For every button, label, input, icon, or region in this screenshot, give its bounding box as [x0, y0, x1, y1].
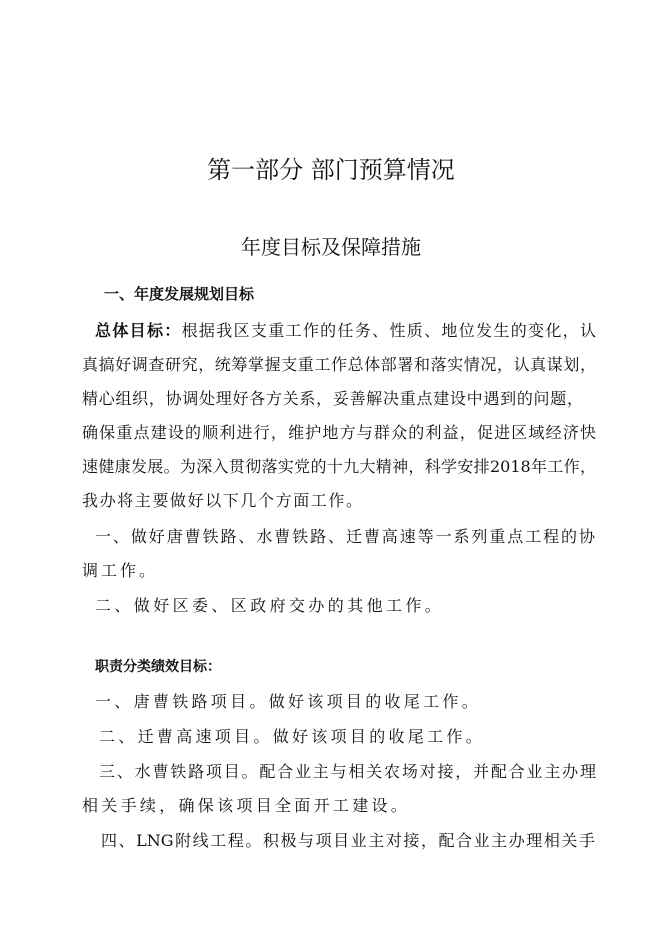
paragraph-line: 调工作。	[82, 561, 159, 580]
paragraph-line: 一、唐曹铁路项目。做好该项目的收尾工作。	[95, 692, 482, 711]
paragraph-line: 二、做好区委、区政府交办的其他工作。	[95, 596, 445, 615]
line-text: 根据我区支重工作的任务、性质、地位发生的变化，认	[181, 321, 596, 340]
paragraph-line: 三、水曹铁路项目。配合业主与相关农场对接，并配合业主办理	[99, 762, 596, 781]
overall-label: 总体目标：	[95, 321, 182, 340]
section-heading: 一、年度发展规划目标	[104, 285, 255, 303]
paragraph-line	[95, 321, 596, 341]
paragraph-line: 我办将主要做好以下几个方面工作。	[82, 491, 364, 510]
page-title: 第一部分 部门预算情况	[207, 156, 455, 184]
paragraph-line: 精心组织，协调处理好各方关系，妥善解决重点建设中遇到的问题，	[82, 389, 583, 408]
paragraph-line: 真搞好调查研究，统筹掌握支重工作总体部署和落实情况，认真谋划，	[82, 355, 596, 374]
paragraph-line: 速健康发展。为深入贯彻落实党的十九大精神，科学安排2018年工作，	[82, 457, 596, 476]
paragraph-line: 相关手续，确保该项目全面开工建设。	[82, 796, 411, 815]
paragraph-line: 确保重点建设的顺利进行，维护地方与群众的利益，促进区域经济快	[82, 423, 596, 442]
perf-heading: 职责分类绩效目标：	[95, 659, 221, 675]
paragraph-line: 二、迁曹高速项目。做好该项目的收尾工作。	[99, 727, 486, 746]
paragraph-line: 一、做好唐曹铁路、水曹铁路、迁曹高速等一系列重点工程的协	[95, 527, 595, 546]
page-subtitle: 年度目标及保障措施	[241, 235, 421, 259]
paragraph-line: 四、LNG附线工程。积极与项目业主对接，配合业主办理相关手	[101, 831, 595, 850]
